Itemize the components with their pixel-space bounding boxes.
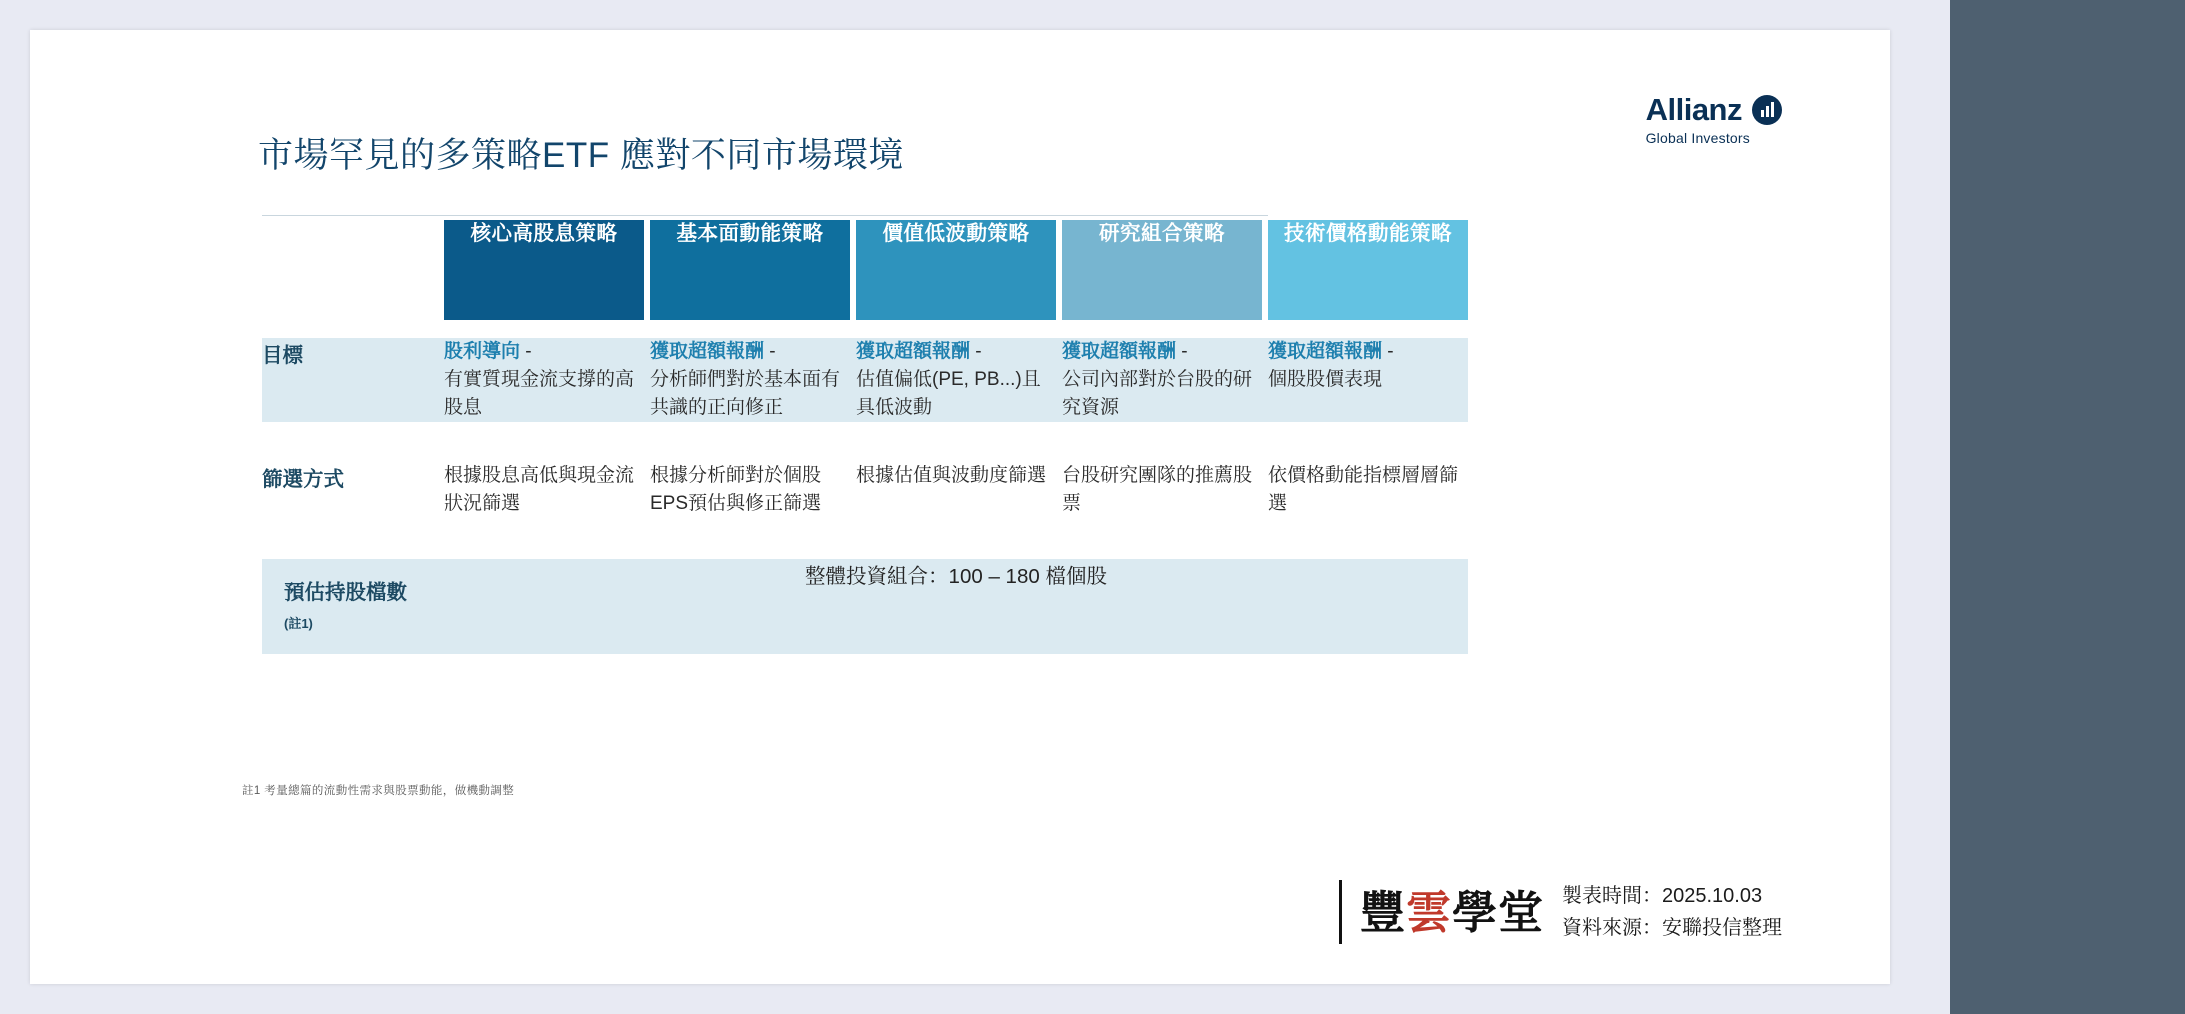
cell-accent: 獲取超額報酬	[1062, 341, 1177, 362]
cell-screening-5: 依價格動能指標層層篩選	[1268, 465, 1459, 515]
brand-char-2: 雲	[1405, 885, 1452, 939]
credit-date-label: 製表時間：	[1562, 885, 1662, 907]
cell-accent: 獲取超額報酬	[1268, 341, 1383, 362]
credit-date-value: 2025.10.03	[1662, 885, 1763, 907]
allianz-logo	[1646, 92, 1782, 146]
row-label-holdings: 預估持股檔數	[284, 580, 407, 604]
table-header-row	[262, 220, 1468, 320]
cell-screening-3: 根據估值與波動度篩選	[856, 465, 1047, 487]
credit-divider	[1339, 880, 1342, 944]
cell-text: 個股股價表現	[1268, 369, 1383, 391]
cell-screening-4: 台股研究團隊的推薦股票	[1062, 465, 1253, 515]
cell-dash: -	[1176, 341, 1188, 362]
row-label-screening: 篩選方式	[262, 468, 344, 492]
cell-dash: -	[520, 341, 532, 362]
right-margin-strip	[1950, 0, 2185, 1014]
brand-logo	[1359, 885, 1544, 939]
column-header-core-dividend: 核心高股息策略	[444, 220, 644, 320]
cell-accent: 獲取超額報酬	[856, 341, 971, 362]
credit-block	[1339, 880, 1782, 944]
row-label-goal: 目標	[262, 338, 444, 422]
cell-text: 分析師們對於基本面有共識的正向修正	[650, 369, 841, 419]
column-header-value-lowvol: 價值低波動策略	[856, 220, 1056, 320]
cell-goal-5	[1268, 338, 1468, 422]
cell-dash: -	[970, 341, 982, 362]
cell-dash: -	[1382, 341, 1394, 362]
slide-canvas	[30, 30, 1890, 984]
credit-source-label: 資料來源：	[1562, 917, 1662, 939]
table-row-goal	[262, 338, 1468, 422]
header-corner-cell	[262, 220, 444, 320]
cell-text: 有實質現金流支撐的高股息	[444, 369, 635, 419]
table-row-screening	[262, 440, 1468, 540]
cell-goal-1	[444, 338, 644, 422]
holdings-value: 整體投資組合：100 – 180 檔個股	[444, 559, 1468, 655]
logo-subtitle: Global Investors	[1645, 130, 1750, 146]
allianz-bars-icon	[1752, 95, 1782, 125]
footnote-text: 註1 考量總篇的流動性需求與股票動能，做機動調整	[242, 785, 515, 797]
strategy-table	[262, 215, 1459, 654]
cell-goal-4	[1062, 338, 1262, 422]
logo-wordmark: Allianz	[1645, 92, 1742, 127]
cell-screening-2: 根據分析師對於個股EPS預估與修正篩選	[650, 465, 822, 515]
cell-goal-3	[856, 338, 1056, 422]
column-header-fundamental-momentum: 基本面動能策略	[650, 220, 850, 320]
credit-source-value: 安聯投信整理	[1662, 917, 1782, 939]
cell-text: 公司內部對於台股的研究資源	[1062, 369, 1253, 419]
cell-dash: -	[764, 341, 776, 362]
brand-char-1: 豐	[1359, 885, 1406, 939]
table-row-holdings	[262, 559, 1468, 655]
cell-text: 估值偏低(PE, PB...)且具低波動	[856, 369, 1041, 419]
page-title: 市場罕見的多策略ETF 應對不同市場環境	[258, 136, 904, 175]
cell-screening-1: 根據股息高低與現金流狀況篩選	[444, 465, 635, 515]
column-header-technical-momentum: 技術價格動能策略	[1268, 220, 1468, 320]
brand-char-3: 學堂	[1451, 885, 1544, 939]
column-header-research-portfolio: 研究組合策略	[1062, 220, 1262, 320]
holdings-footnote-marker: (註1)	[284, 616, 313, 632]
holdings-label-cell	[262, 559, 444, 655]
credit-text	[1562, 880, 1782, 944]
cell-goal-2	[650, 338, 850, 422]
cell-accent: 獲取超額報酬	[650, 341, 765, 362]
cell-accent: 股利導向	[444, 341, 521, 362]
